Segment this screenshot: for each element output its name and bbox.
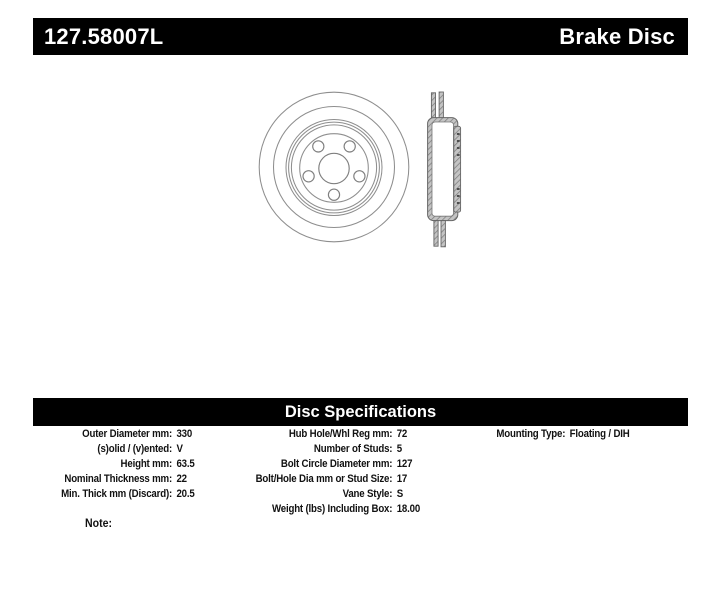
spec-label: Nominal Thickness mm: <box>64 473 173 485</box>
bolt-holes <box>303 141 365 201</box>
spec-value: 18.00 <box>396 503 421 515</box>
spec-value: 22 <box>176 473 187 485</box>
top-edge-bar-left <box>431 93 435 118</box>
spec-label: Height mm: <box>120 458 173 470</box>
spec-value: V <box>176 443 183 455</box>
product-title: Brake Disc <box>559 23 675 49</box>
bolt-hole <box>328 189 339 200</box>
bottom-edge-bar-left <box>434 221 438 247</box>
bolt-hole <box>354 171 365 182</box>
spec-value: Floating / DIH <box>569 428 630 440</box>
hub-center-hole <box>319 153 349 183</box>
hat-section-bar <box>454 126 461 212</box>
spec-label: Outer Diameter mm: <box>82 428 173 440</box>
spec-label: Bolt/Hole Dia mm or Stud Size: <box>255 473 393 485</box>
hat-ring-inner <box>291 125 376 210</box>
bottom-edge-bar-right <box>441 221 445 247</box>
hat-ring-middle <box>289 122 380 213</box>
spec-label: Vane Style: <box>342 488 393 500</box>
spec-value: 20.5 <box>176 488 195 500</box>
spec-value: S <box>396 488 404 500</box>
spec-value: 63.5 <box>176 458 195 470</box>
spec-column-right <box>450 427 630 442</box>
spec-column-left <box>33 427 195 502</box>
outer-edge-circle <box>259 92 409 242</box>
front-view <box>259 92 409 242</box>
spec-label: Min. Thick mm (Discard): <box>61 488 173 500</box>
spec-row <box>248 472 420 487</box>
spec-section-title: Disc Specifications <box>284 402 437 421</box>
bolt-hole <box>313 141 324 152</box>
spec-row <box>248 502 420 517</box>
spec-row <box>248 487 420 502</box>
spec-label: Mounting Type: <box>496 428 566 440</box>
note-label: Note: <box>85 516 112 530</box>
spec-row <box>248 427 420 442</box>
top-edge-bar-right <box>439 92 443 118</box>
spec-row <box>33 442 195 457</box>
part-number: 127.58007L <box>44 23 164 49</box>
bolt-hole <box>344 141 355 152</box>
spec-column-middle <box>248 427 420 517</box>
disc-body-inner <box>432 122 454 216</box>
spec-row <box>248 442 420 457</box>
spec-row <box>450 427 630 442</box>
spec-value: 72 <box>396 428 408 440</box>
spec-label: Weight (lbs) Including Box: <box>271 503 393 515</box>
spec-value: 17 <box>396 473 408 485</box>
spec-label: Hub Hole/Whl Reg mm: <box>288 428 393 440</box>
spec-label: Bolt Circle Diameter mm: <box>280 458 393 470</box>
spec-row <box>33 487 195 502</box>
bolt-hole <box>303 171 314 182</box>
spec-label: (s)olid / (v)ented: <box>97 443 173 455</box>
spec-value: 5 <box>396 443 402 455</box>
spec-label: Number of Studs: <box>313 443 393 455</box>
spec-row <box>33 457 195 472</box>
side-view <box>428 92 461 247</box>
spec-section-title-bar <box>33 398 688 426</box>
note-row <box>85 516 112 530</box>
spec-row <box>33 472 195 487</box>
spec-row <box>33 427 195 442</box>
spec-row <box>248 457 420 472</box>
spec-value: 330 <box>176 428 193 440</box>
hub-face-circle <box>300 134 369 203</box>
spec-value: 127 <box>396 458 413 470</box>
